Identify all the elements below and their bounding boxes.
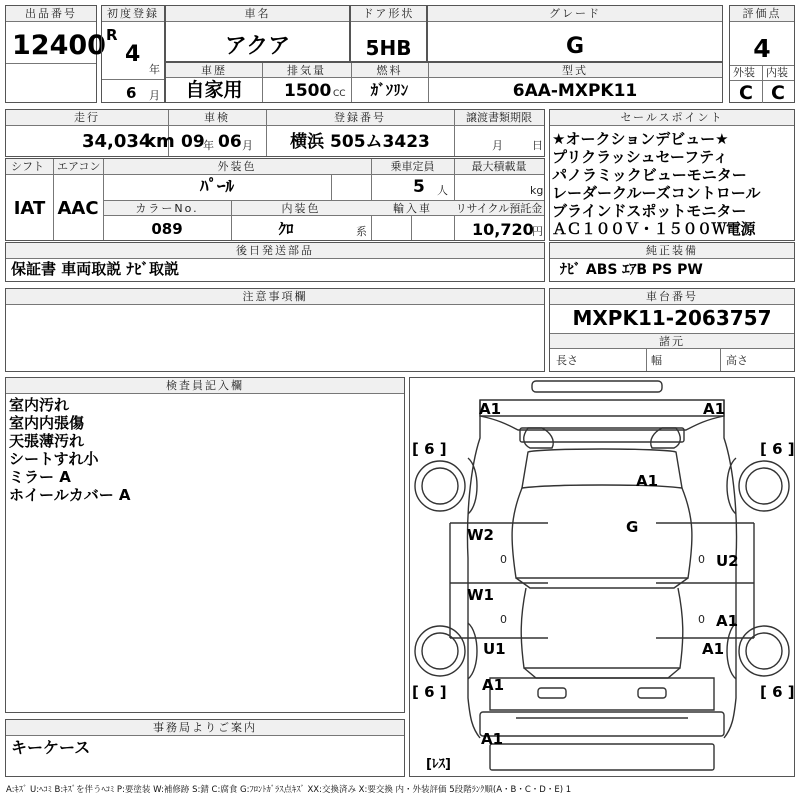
office-box: [5, 719, 405, 777]
capacity-label: 乗車定員: [390, 160, 435, 173]
damage-mark: A1: [481, 730, 504, 748]
grade-value: G: [565, 34, 585, 59]
inspector-label: 検査員記入欄: [166, 379, 244, 392]
left-side-shape: [468, 400, 481, 738]
mileage-value: 34,034: [82, 131, 152, 152]
damage-mark: A1: [479, 400, 502, 418]
tyre-rear-right-value: [ 6 ]: [760, 683, 795, 701]
interior-color-unit: 系: [356, 225, 367, 238]
car-name: アクア: [224, 34, 291, 59]
year-unit: 年: [149, 63, 160, 76]
car-diagram-box: [409, 377, 795, 777]
history-value: 自家用: [185, 79, 243, 101]
damage-mark: A1: [716, 612, 739, 630]
door-marker: 0: [698, 553, 705, 566]
door-marker: 0: [500, 553, 507, 566]
damage-mark: A1: [703, 400, 726, 418]
left-taillight-shape: [538, 688, 566, 698]
rear-panel-shape: [490, 678, 714, 710]
sales-point: パノラミックビューモニター: [552, 166, 747, 184]
car-name-label: 車名: [244, 7, 271, 20]
sales-points-label: セールスポイント: [620, 111, 724, 124]
info-row3: [5, 158, 545, 241]
damage-legend: A:ｷｽﾞ U:ﾍｺﾐ B:ｷｽﾞを伴うﾍｺﾐ P:要塗装 W:補修跡 S:錆 C:腐食 G:ﾌﾛﾝﾄｶﾞﾗｽ点ｷｽﾞ XX:交換済み X:要交換 内・外装評価 5段階ﾗﾝｸ順(A・B・C・D・E) 1: [6, 785, 572, 795]
reg-era: R: [106, 26, 118, 44]
color-number-value: 089: [151, 220, 183, 238]
model-value: 6AA-MXPK11: [512, 81, 638, 101]
capacity-value: 5: [413, 177, 425, 197]
inspector-line: ホイールカバー A: [9, 486, 131, 504]
inspector-line: 天張薄汚れ: [9, 432, 85, 450]
fuel-label: 燃料: [376, 64, 403, 77]
door-label: ドア形状: [362, 7, 415, 20]
tyre-rear-left-value: [ 6 ]: [412, 683, 447, 701]
car-diagram: [410, 378, 794, 776]
transfer-label: 譲渡書類期限: [466, 111, 532, 124]
inspection-month-unit: 月: [242, 139, 253, 152]
length-label: 長さ: [556, 354, 578, 367]
score-label: 評価点: [742, 7, 782, 20]
sales-point: ★オークションデビュー★: [552, 130, 729, 148]
notes-box: [5, 288, 545, 372]
inspection-year: 09: [181, 132, 205, 152]
rear-bumper-shape: [480, 712, 724, 736]
width-label: 幅: [651, 354, 662, 367]
exterior-label: 外装: [733, 66, 755, 79]
first-registration-box: [101, 5, 165, 103]
door-type: 5HB: [365, 36, 412, 60]
interior-color-value: ｸﾛ: [278, 220, 294, 238]
cc-label: 排気量: [287, 64, 326, 77]
spare-tyre-label: [ﾚｽ]: [426, 757, 451, 772]
hatch-shape: [490, 744, 714, 770]
plate-value: 横浜 505ム3423: [290, 132, 430, 152]
damage-mark: U2: [716, 552, 739, 570]
interior-color-label: 内装色: [281, 202, 321, 215]
later-docs-box: [5, 242, 545, 282]
grade-box: [427, 5, 723, 62]
plate-label: 登録番号: [334, 111, 386, 124]
ac-label: エアコン: [57, 160, 101, 173]
lot-number: 12400: [12, 30, 106, 61]
inspector-line: 室内内張傷: [9, 414, 85, 432]
sales-point: レーダークルーズコントロール: [552, 184, 761, 202]
recycle-unit: 円: [532, 225, 543, 238]
first-registration-label: 初度登録: [107, 7, 159, 20]
capacity-unit: 人: [437, 184, 448, 197]
damage-mark: G: [626, 518, 639, 536]
score-box: [729, 5, 795, 103]
damage-mark: A1: [702, 640, 725, 658]
lot-box: [5, 5, 106, 103]
damage-mark: A1: [636, 472, 659, 490]
shift-value: IAT: [13, 198, 46, 219]
inspector-line: 室内汚れ: [9, 396, 70, 414]
color-number-label: カラーNo.: [135, 202, 199, 215]
notes-label: 注意事項欄: [242, 290, 308, 303]
transfer-day-unit: 日: [532, 139, 543, 152]
interior-label: 内装: [766, 66, 788, 79]
office-value: キーケース: [11, 738, 91, 757]
right-headlight-shape: [651, 428, 681, 448]
door-marker: 0: [500, 613, 507, 626]
model-label: 型式: [562, 64, 588, 77]
inspection-month: 06: [218, 132, 242, 152]
sales-point: プリクラッシュセーフティ: [552, 148, 728, 166]
front-panel-shape: [480, 400, 724, 416]
reg-month: 6: [126, 84, 137, 102]
tyre-front-left-value: [ 6 ]: [412, 440, 447, 458]
history-label: 車歴: [201, 64, 227, 77]
door-marker: 0: [698, 613, 705, 626]
sales-point: ＡＣ１００Ｖ・１５００Ｗ電源: [552, 220, 756, 238]
import-label: 輸入車: [393, 202, 432, 215]
specs-label: 諸元: [659, 335, 685, 348]
car-name-box: [165, 5, 350, 62]
load-unit: kg: [530, 184, 544, 197]
lot-label: 出品番号: [25, 7, 77, 20]
header-subrow: [165, 62, 723, 103]
roof-shape: [512, 488, 692, 578]
inspector-box: [5, 377, 405, 713]
cc-value: 1500: [284, 81, 332, 101]
damage-mark: W1: [467, 586, 494, 604]
chassis-label: 車台番号: [646, 290, 698, 303]
month-unit: 月: [149, 89, 160, 102]
chassis-number: MXPK11-2063757: [572, 306, 772, 330]
grade-label: グレード: [549, 7, 601, 20]
exterior-grade: C: [739, 82, 753, 104]
recycle-value: 10,720: [472, 220, 534, 239]
equipment-value: ﾅﾋﾞ ABS ｴｱB PS PW: [560, 262, 703, 278]
rear-deck-shape: [524, 668, 680, 678]
info-row2: [5, 109, 545, 157]
damage-mark: U1: [483, 640, 506, 658]
interior-grade: C: [771, 82, 785, 104]
ac-value: AAC: [57, 198, 99, 219]
height-label: 高さ: [726, 354, 748, 367]
shift-label: シフト: [11, 160, 44, 173]
inspector-line: シートすれ小: [9, 450, 99, 468]
color-label: 外装色: [217, 160, 257, 173]
color-value: ﾊﾟｰﾙ: [200, 177, 234, 197]
reg-year: 4: [125, 42, 141, 67]
transfer-month-unit: 月: [492, 139, 503, 152]
rear-window-shape: [521, 588, 683, 668]
inspection-year-unit: 年: [203, 139, 214, 152]
office-label: 事務局よりご案内: [153, 721, 257, 734]
recycle-label: リサイクル預託金: [455, 202, 543, 215]
mileage-unit: km: [144, 131, 175, 152]
later-docs-label: 後日発送部品: [236, 244, 314, 257]
inspection-label: 車検: [204, 111, 230, 124]
fuel-value: ｶﾞｿﾘﾝ: [370, 81, 409, 99]
equipment-box: [549, 242, 795, 282]
front-bumper-shape: [532, 381, 662, 392]
sales-points-box: [549, 109, 795, 241]
sales-point: ブラインドスポットモニター: [552, 202, 747, 220]
inspector-line: ミラー A: [9, 468, 71, 486]
right-taillight-shape: [638, 688, 666, 698]
later-docs-value: 保証書 車両取説 ﾅﾋﾞ取説: [11, 260, 179, 278]
damage-mark: W2: [467, 526, 494, 544]
tyre-front-right-value: [ 6 ]: [760, 440, 795, 458]
door-box: [350, 5, 427, 62]
damage-mark: A1: [482, 676, 505, 694]
chassis-box: [549, 288, 795, 372]
load-label: 最大積載量: [471, 160, 527, 173]
left-headlight-shape: [524, 428, 554, 448]
score-value: 4: [753, 34, 771, 63]
cc-unit: CC: [333, 89, 346, 99]
equipment-label: 純正装備: [646, 244, 698, 257]
mileage-label: 走行: [74, 111, 100, 124]
